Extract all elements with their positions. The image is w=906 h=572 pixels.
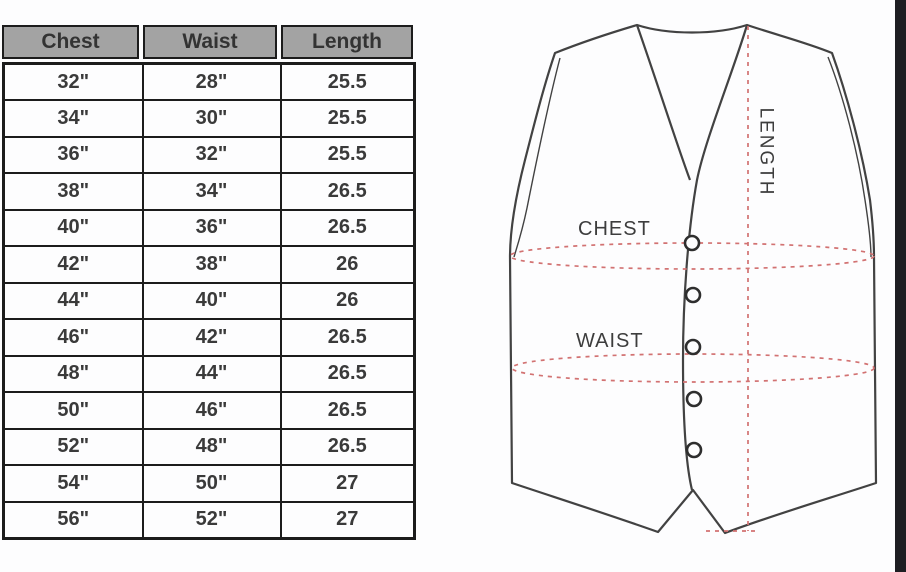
table-cell: 40" bbox=[143, 283, 281, 320]
table-cell: 50" bbox=[4, 392, 143, 429]
header-waist-label: Waist bbox=[182, 30, 238, 53]
table-cell: 27 bbox=[281, 502, 415, 539]
table-cell: 40" bbox=[4, 210, 143, 247]
button-icon bbox=[687, 392, 701, 406]
button-icon bbox=[686, 288, 700, 302]
table-cell: 25.5 bbox=[281, 137, 415, 174]
waist-label: WAIST bbox=[576, 330, 644, 352]
table-cell: 42" bbox=[143, 319, 281, 356]
button-icon bbox=[687, 443, 701, 457]
table-cell: 25.5 bbox=[281, 64, 415, 101]
table-cell: 26.5 bbox=[281, 429, 415, 466]
length-label: LENGTH bbox=[755, 107, 777, 197]
table-cell: 34" bbox=[4, 100, 143, 137]
table-cell: 48" bbox=[143, 429, 281, 466]
button-icon bbox=[685, 236, 699, 250]
table-cell: 26 bbox=[281, 246, 415, 283]
table-cell: 52" bbox=[4, 429, 143, 466]
table-cell: 28" bbox=[143, 64, 281, 101]
table-cell: 42" bbox=[4, 246, 143, 283]
table-cell: 27 bbox=[281, 465, 415, 502]
chest-label: CHEST bbox=[578, 218, 651, 240]
header-length-label: Length bbox=[312, 30, 382, 53]
table-cell: 26 bbox=[281, 283, 415, 320]
table-cell: 26.5 bbox=[281, 356, 415, 393]
table-cell: 38" bbox=[143, 246, 281, 283]
table-cell: 30" bbox=[143, 100, 281, 137]
table-cell: 36" bbox=[4, 137, 143, 174]
table-cell: 32" bbox=[4, 64, 143, 101]
table-cell: 26.5 bbox=[281, 319, 415, 356]
header-chest-label: Chest bbox=[41, 30, 100, 53]
table-cell: 26.5 bbox=[281, 173, 415, 210]
right-edge-bar bbox=[895, 0, 906, 572]
table-cell: 52" bbox=[143, 502, 281, 539]
table-cell: 48" bbox=[4, 356, 143, 393]
table-cell: 26.5 bbox=[281, 210, 415, 247]
table-cell: 44" bbox=[143, 356, 281, 393]
table-cell: 36" bbox=[143, 210, 281, 247]
table-cell: 56" bbox=[4, 502, 143, 539]
table-cell: 32" bbox=[143, 137, 281, 174]
table-cell: 46" bbox=[4, 319, 143, 356]
table-cell: 34" bbox=[143, 173, 281, 210]
table-cell: 46" bbox=[143, 392, 281, 429]
button-icon bbox=[686, 340, 700, 354]
table-cell: 25.5 bbox=[281, 100, 415, 137]
table-cell: 44" bbox=[4, 283, 143, 320]
table-cell: 26.5 bbox=[281, 392, 415, 429]
table-cell: 50" bbox=[143, 465, 281, 502]
table-cell: 38" bbox=[4, 173, 143, 210]
table-cell: 54" bbox=[4, 465, 143, 502]
